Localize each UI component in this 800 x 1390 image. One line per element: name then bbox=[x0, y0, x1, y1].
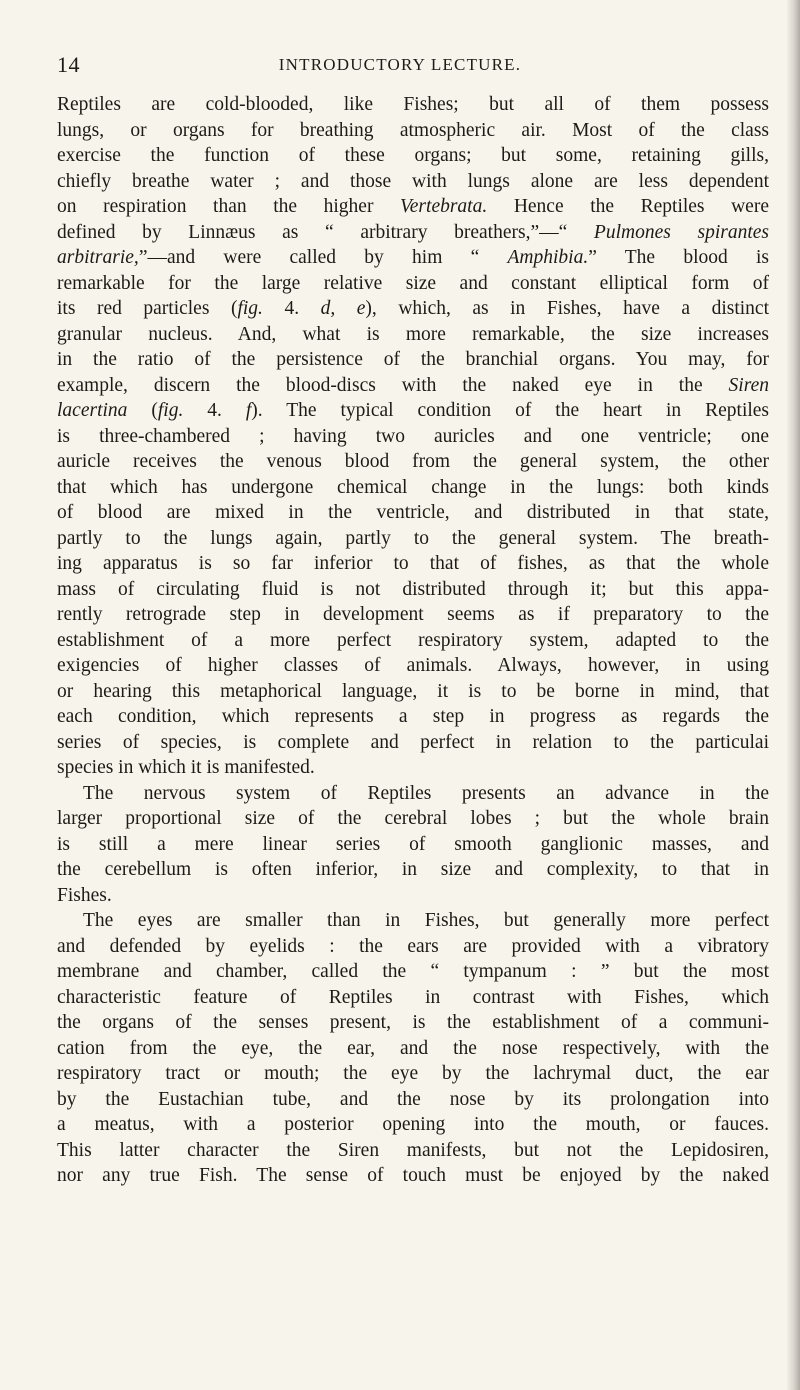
text-line bbox=[57, 1163, 769, 1189]
text-run: a meatus, with a posterior opening into the mouth, or fauces. bbox=[57, 1114, 769, 1135]
text-run: membrane and chamber, called the “ tympanum : ” but the most bbox=[57, 961, 769, 982]
text-run: its red particles ( bbox=[57, 298, 238, 319]
text-line bbox=[57, 271, 769, 297]
running-head: INTRODUCTORY LECTURE. bbox=[278, 55, 522, 74]
page-number: 14 bbox=[57, 52, 80, 77]
text-line bbox=[57, 857, 769, 883]
text-run: rently retrograde step in development seems as if preparatory to the bbox=[57, 604, 769, 625]
text-run: each condition, which represents a step in progress as regards the bbox=[57, 706, 769, 727]
text-line bbox=[57, 653, 769, 679]
text-run: is three-chambered ; having two auricles and one ventricle; one bbox=[57, 425, 769, 447]
text-run: series of species, is complete and perfect in relation to the particulai bbox=[57, 731, 769, 753]
text-run: in the ratio of the persistence of the branchial organs. You may, for bbox=[57, 349, 769, 370]
text-run: ( bbox=[127, 400, 158, 421]
text-run: exigencies of higher classes of animals. Always, however, in using bbox=[57, 655, 769, 676]
text-line bbox=[57, 934, 769, 960]
text-run: that which has undergone chemical change in the lungs: both kinds bbox=[57, 476, 769, 498]
text-run: by the Eustachian tube, and the nose by its prolongation into bbox=[57, 1088, 769, 1110]
text-run: granular nucleus. And, what is more remarkable, the size increases bbox=[57, 323, 769, 345]
text-line bbox=[57, 296, 769, 322]
text-run: chiefly breathe water ; and those with lungs alone are less dependent bbox=[57, 170, 769, 192]
text-line bbox=[57, 1036, 769, 1062]
text-line bbox=[57, 1010, 769, 1036]
text-run: the cerebellum is often inferior, in size and complexity, to that in bbox=[57, 859, 769, 880]
text-line bbox=[57, 806, 769, 832]
text-line bbox=[57, 526, 769, 552]
text-line bbox=[57, 475, 769, 501]
text-run: establishment of a more perfect respiratory system, adapted to the bbox=[57, 629, 769, 651]
text-line bbox=[57, 1061, 769, 1087]
text-line bbox=[57, 1138, 769, 1164]
page-edge-shadow bbox=[786, 0, 800, 1390]
text-run: on respiration than the higher bbox=[57, 196, 401, 217]
text-line bbox=[57, 985, 769, 1011]
text-run: mass of circulating fluid is not distributed through it; but this appa- bbox=[57, 578, 769, 600]
italic-text: arbitrarie, bbox=[57, 247, 139, 268]
page-header bbox=[0, 52, 800, 82]
text-run: ” The blood is bbox=[588, 247, 769, 268]
text-run: The nervous system of Reptiles presents an advance in the bbox=[83, 782, 769, 804]
italic-text: Vertebrata. bbox=[400, 196, 488, 217]
body-text bbox=[57, 92, 769, 1189]
text-run: respiratory tract or mouth; the eye by the lachrymal duct, the ear bbox=[57, 1063, 769, 1084]
text-line bbox=[57, 602, 769, 628]
text-line bbox=[57, 92, 769, 118]
text-run: larger proportional size of the cerebral lobes ; but the whole brain bbox=[57, 808, 769, 829]
italic-text: Amphibia. bbox=[507, 247, 589, 268]
text-run: the organs of the senses present, is the establishment of a communi- bbox=[57, 1012, 769, 1033]
text-run: example, discern the blood-discs with the naked eye in the bbox=[57, 374, 729, 396]
italic-text: Siren bbox=[728, 374, 769, 396]
text-run: defined by Linnæus as “ arbitrary breathers,”—“ bbox=[57, 221, 594, 243]
text-line bbox=[57, 398, 769, 424]
italic-text: Pulmones spirantes bbox=[593, 221, 769, 243]
text-line bbox=[57, 883, 769, 909]
text-run: remarkable for the large relative size and constant elliptical form of bbox=[57, 272, 769, 294]
text-line bbox=[57, 679, 769, 705]
text-line bbox=[57, 832, 769, 858]
text-line bbox=[57, 730, 769, 756]
text-run: or hearing this metaphorical language, it is to be borne in mind, that bbox=[57, 680, 769, 702]
text-line bbox=[57, 322, 769, 348]
text-run: 4. bbox=[183, 400, 246, 421]
text-run: of blood are mixed in the ventricle, and distributed in that state, bbox=[57, 502, 769, 523]
text-run: Reptiles are cold-blooded, like Fishes; but all of them possess bbox=[57, 94, 769, 115]
text-line bbox=[57, 449, 769, 475]
text-line bbox=[57, 245, 769, 271]
text-run: nor any true Fish. The sense of touch must be enjoyed by the naked bbox=[57, 1165, 769, 1186]
text-run: species in which it is manifested. bbox=[57, 757, 315, 778]
text-run: cation from the eye, the ear, and the nose respectively, with the bbox=[57, 1037, 769, 1059]
text-line bbox=[57, 781, 769, 807]
text-line bbox=[57, 551, 769, 577]
text-line bbox=[57, 755, 769, 781]
text-line bbox=[57, 143, 769, 169]
text-run: is still a mere linear series of smooth ganglionic masses, and bbox=[57, 833, 769, 855]
text-run: Fishes. bbox=[57, 884, 112, 906]
text-run: ing apparatus is so far inferior to that of fishes, as that the whole bbox=[57, 553, 769, 574]
text-run: The eyes are smaller than in Fishes, but generally more perfect bbox=[83, 910, 769, 931]
text-line bbox=[57, 194, 769, 220]
text-run: auricle receives the venous blood from the general system, the other bbox=[57, 451, 769, 472]
text-line bbox=[57, 704, 769, 730]
text-line bbox=[57, 500, 769, 526]
italic-text: fig. bbox=[237, 298, 263, 319]
text-line bbox=[57, 628, 769, 654]
text-line bbox=[57, 169, 769, 195]
text-run: ). The typical condition of the heart in Reptiles bbox=[251, 400, 770, 421]
text-line bbox=[57, 373, 769, 399]
text-line bbox=[57, 424, 769, 450]
text-run: characteristic feature of Reptiles in contrast with Fishes, which bbox=[57, 986, 769, 1008]
text-run: ), which, as in Fishes, have a distinct bbox=[365, 298, 770, 319]
italic-text: d, e bbox=[320, 298, 366, 319]
text-line bbox=[57, 959, 769, 985]
text-line bbox=[57, 1087, 769, 1113]
text-run: This latter character the Siren manifests, but not the Lepidosiren, bbox=[57, 1139, 769, 1161]
text-run: and defended by eyelids : the ears are provided with a vibratory bbox=[57, 935, 769, 957]
italic-text: fig. bbox=[157, 400, 184, 421]
text-line bbox=[57, 220, 769, 246]
text-line bbox=[57, 908, 769, 934]
text-run: 4. bbox=[262, 298, 321, 319]
text-line bbox=[57, 577, 769, 603]
text-run: exercise the function of these organs; but some, retaining gills, bbox=[57, 145, 769, 166]
text-line bbox=[57, 347, 769, 373]
text-run: partly to the lungs again, partly to the general system. The breath- bbox=[57, 527, 769, 549]
text-line bbox=[57, 118, 769, 144]
italic-text: lacertina bbox=[57, 400, 128, 421]
text-line bbox=[57, 1112, 769, 1138]
italic-text: f bbox=[245, 400, 252, 421]
text-run: Hence the Reptiles were bbox=[487, 196, 769, 217]
text-run: lungs, or organs for breathing atmospheric air. Most of the class bbox=[57, 119, 769, 141]
text-run: ”—and were called by him “ bbox=[138, 247, 508, 268]
